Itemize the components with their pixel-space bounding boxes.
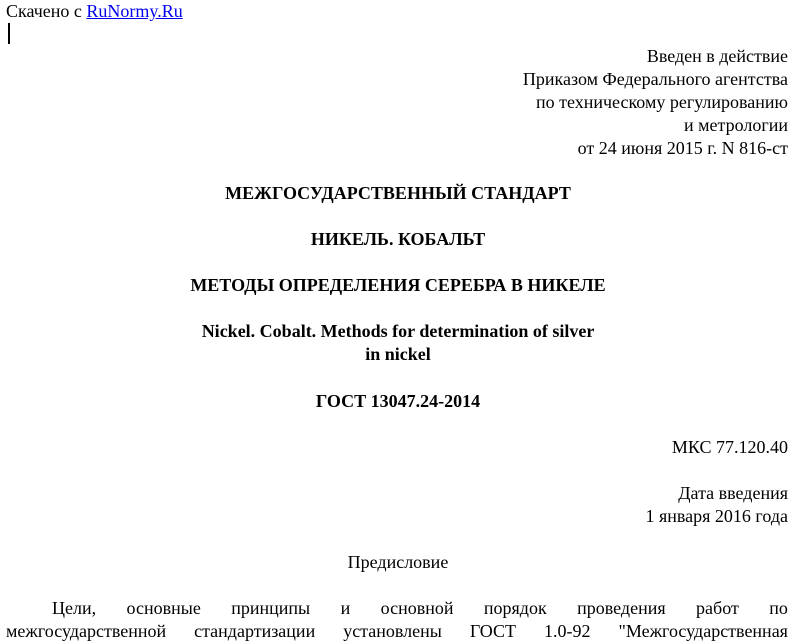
enactment-line: по техническому регулированию (535, 92, 788, 112)
text-cursor (8, 23, 10, 44)
enactment-block (523, 45, 788, 160)
word: стандартизации (194, 621, 316, 641)
foreword-heading: Предисловие (347, 552, 449, 572)
word: ГОСТ (469, 621, 517, 641)
source-line (6, 0, 183, 23)
word: установлены (343, 621, 442, 641)
paragraph-line-1 (6, 597, 788, 620)
standard-title-1: НИКЕЛЬ. КОБАЛЬТ (310, 229, 486, 249)
standard-title-en-2: in nickel (365, 344, 431, 364)
source-link[interactable]: RuNormy.Ru (86, 1, 183, 21)
effective-label: Дата введения (678, 483, 788, 503)
foreword-paragraph (6, 597, 788, 643)
standard-code: ГОСТ 13047.24-2014 (315, 391, 481, 411)
source-prefix: Скачено с (6, 1, 82, 21)
word: 1.0-92 (544, 621, 591, 641)
word: Цели, (52, 598, 97, 618)
standard-title-2: МЕТОДЫ ОПРЕДЕЛЕНИЯ СЕРЕБРА В НИКЕЛЕ (190, 275, 606, 295)
word: порядок (483, 598, 547, 618)
word: проведения (577, 598, 666, 618)
word: и (340, 598, 351, 618)
word: основной (380, 598, 454, 618)
word: "Межгосударственная (618, 621, 788, 641)
paragraph-line-2 (6, 620, 788, 643)
word: принципы (231, 598, 311, 618)
enactment-line: Введен в действие (646, 46, 788, 66)
enactment-line: Приказом Федерального агентства (522, 69, 788, 89)
enactment-line: и метрологии (684, 115, 788, 135)
word: межгосударственной (6, 621, 167, 641)
word: по (769, 598, 788, 618)
standard-kind: МЕЖГОСУДАРСТВЕННЫЙ СТАНДАРТ (225, 183, 571, 203)
effective-date: 1 января 2016 года (645, 506, 788, 526)
word: работ (696, 598, 739, 618)
enactment-line: от 24 июня 2015 г. N 816-ст (577, 138, 788, 158)
mks-code: МКС 77.120.40 (671, 437, 788, 457)
word: основные (126, 598, 201, 618)
standard-title-en-1: Nickel. Cobalt. Methods for determination of silver (201, 321, 595, 341)
